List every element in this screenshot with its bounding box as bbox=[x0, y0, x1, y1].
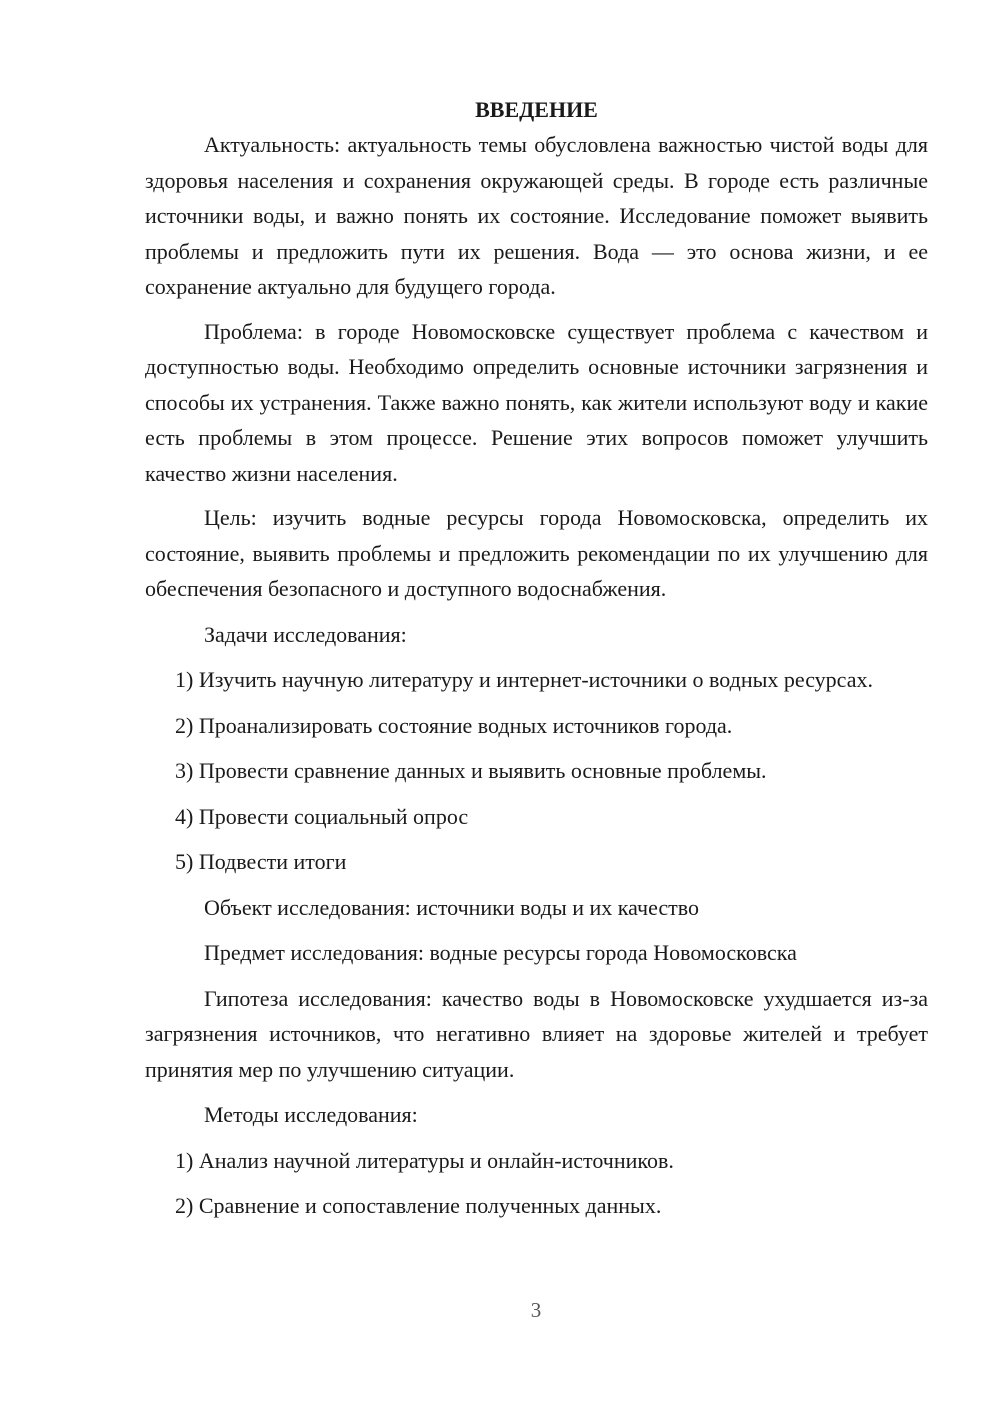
research-subject: Предмет исследования: водные ресурсы города Новомосковска bbox=[204, 940, 797, 965]
document-page bbox=[145, 92, 928, 1224]
paragraph-goal: Цель: изучить водные ресурсы города Новомосковска, определить их состояние, выявить проблемы и предложить рекомендации по их улучшению для обеспечения безопасного и доступного водоснабжения. bbox=[145, 505, 928, 601]
method-item-2: 2) Сравнение и сопоставление полученных данных. bbox=[175, 1193, 662, 1218]
section-title: ВВЕДЕНИЕ bbox=[475, 97, 598, 122]
methods-heading: Методы исследования: bbox=[204, 1102, 418, 1127]
task-item-5: 5) Подвести итоги bbox=[175, 849, 347, 874]
task-item-3: 3) Провести сравнение данных и выявить основные проблемы. bbox=[175, 758, 767, 783]
task-item-4: 4) Провести социальный опрос bbox=[175, 803, 469, 829]
tasks-heading: Задачи исследования: bbox=[204, 621, 407, 647]
research-object: Объект исследования: источники воды и их качество bbox=[204, 894, 699, 920]
paragraph-problem: Проблема: в городе Новомосковске существует проблема с качеством и доступностью воды. Необходимо определить основные источники загрязнения и способы их устранения. Также важно понять, как жители используют воду и какие есть проблемы в этом процессе. Решение этих вопросов поможет улучшить качество жизни населения. bbox=[145, 318, 928, 486]
paragraph-hypothesis: Гипотеза исследования: качество воды в Новомосковске ухудшается из-за загрязнения источников, что негативно влияет на здоровье жителей и требует принятия мер по улучшению ситуации. bbox=[145, 985, 928, 1082]
task-item-1: 1) Изучить научную литературу и интернет-источники о водных ресурсах. bbox=[175, 667, 873, 692]
method-item-1: 1) Анализ научной литературы и онлайн-источников. bbox=[175, 1147, 674, 1173]
page-number: 3 bbox=[530, 1298, 542, 1322]
task-item-2: 2) Проанализировать состояние водных источников города. bbox=[175, 712, 733, 738]
paragraph-relevance: Актуальность: актуальность темы обусловлена важностью чистой воды для здоровья населения и сохранения окружающей среды. В городе есть различные источники воды, и важно понять их состояние. Исследование поможет выявить проблемы и предложить пути их решения. Вода — это основа жизни, и ее сохранение актуально для будущего города. bbox=[145, 132, 928, 299]
